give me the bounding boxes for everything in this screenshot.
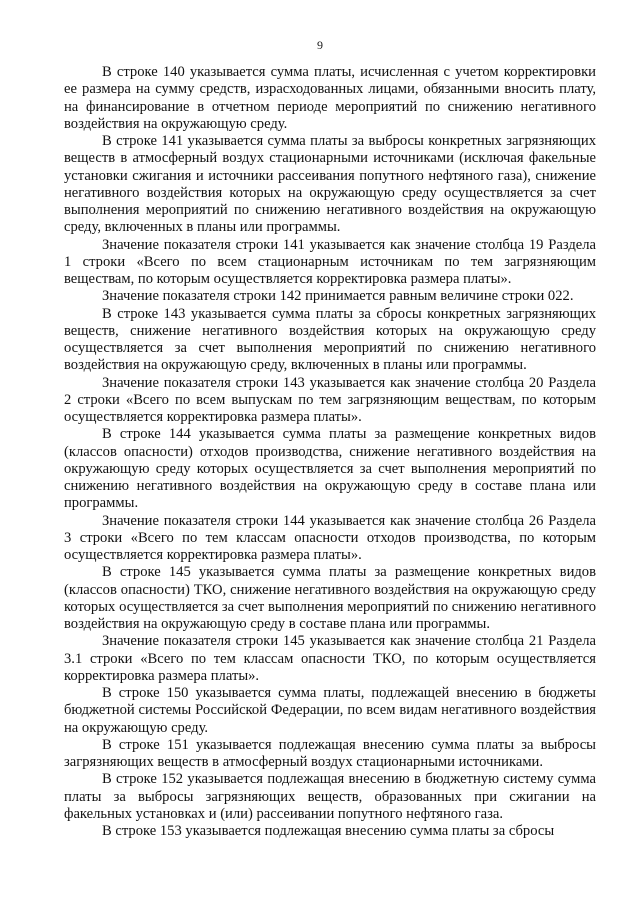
paragraph-line-153: В строке 153 указывается подлежащая внесению сумма платы за сбросы — [102, 823, 555, 839]
page-number: 9 — [317, 38, 323, 52]
paragraph-line-152: В строке 152 указывается подлежащая внесению в бюджетную систему сумма платы за выбросы загрязняющих веществ, образованных при сжигании на факельных установках и (или) рассеивании попутного нефтяного газа. — [64, 771, 596, 822]
paragraph-line-145-value: Значение показателя строки 145 указывается как значение столбца 21 Раздела 3.1 строки «Всего по тем классам опасности ТКО, по которым осуществляется корректировка размера платы». — [64, 633, 596, 684]
document-body — [64, 64, 596, 840]
paragraph-line-143-value: Значение показателя строки 143 указывается как значение столбца 20 Раздела 2 строки «Всего по всем выпускам по тем загрязняющим веществам, по которым осуществляется корректировка размера платы». — [64, 374, 596, 425]
paragraph-line-141: В строке 141 указывается сумма платы за выбросы конкретных загрязняющих веществ в атмосферный воздух стационарными источниками (исключая факельные установки сжигания и источники рассеивания попутного нефтяного газа), снижение негативного воздействия которых на окружающую среду осуществляется за счет выполнения мероприятий по снижению негативного воздействия на окружающую среду, включенных в планы или программы. — [64, 133, 596, 236]
paragraph-line-144-value: Значение показателя строки 144 указывается как значение столбца 26 Раздела 3 строки «Всего по тем классам опасности отходов производства, по которым осуществляется корректировка размера платы». — [64, 512, 596, 563]
paragraph-line-144: В строке 144 указывается сумма платы за размещение конкретных видов (классов опасности) отходов производства, снижение негативного воздействия на окружающую среду которых осуществляется за счет выполнения мероприятий по снижению негативного воздействия на окружающую среду в составе плана или программы. — [64, 426, 596, 512]
paragraph-line-150: В строке 150 указывается сумма платы, подлежащей внесению в бюджеты бюджетной системы Российской Федерации, по всем видам негативного воздействия на окружающую среду. — [64, 685, 596, 736]
paragraph-line-151: В строке 151 указывается подлежащая внесению сумма платы за выбросы загрязняющих веществ в атмосферный воздух стационарными источниками. — [64, 736, 596, 770]
paragraph-line-142-value: Значение показателя строки 142 принимается равным величине строки 022. — [102, 288, 574, 305]
paragraph-line-141-value: Значение показателя строки 141 указывается как значение столбца 19 Раздела 1 строки «Всего по всем стационарным источникам по тем загрязняющим веществам, по которым осуществляется корректировка размера платы». — [64, 236, 596, 287]
paragraph-line-145: В строке 145 указывается сумма платы за размещение конкретных видов (классов опасности) ТКО, снижение негативного воздействия на окружающую среду которых осуществляется за счет выполнения мероприятий по снижению негативного воздействия на окружающую среду в составе плана или программы. — [64, 564, 596, 632]
paragraph-line-143: В строке 143 указывается сумма платы за сбросы конкретных загрязняющих веществ, снижение негативного воздействия которых на окружающую среду осуществляется за счет выполнения мероприятий по снижению негативного воздействия на окружающую среду, включенных в планы или программы. — [64, 305, 596, 374]
paragraph-line-140: В строке 140 указывается сумма платы, исчисленная с учетом корректировки ее размера на сумму средств, израсходованных лицами, обязанными вносить плату, на финансирование в отчетном периоде мероприятий по снижению негативного воздействия на окружающую среду. — [64, 64, 596, 132]
